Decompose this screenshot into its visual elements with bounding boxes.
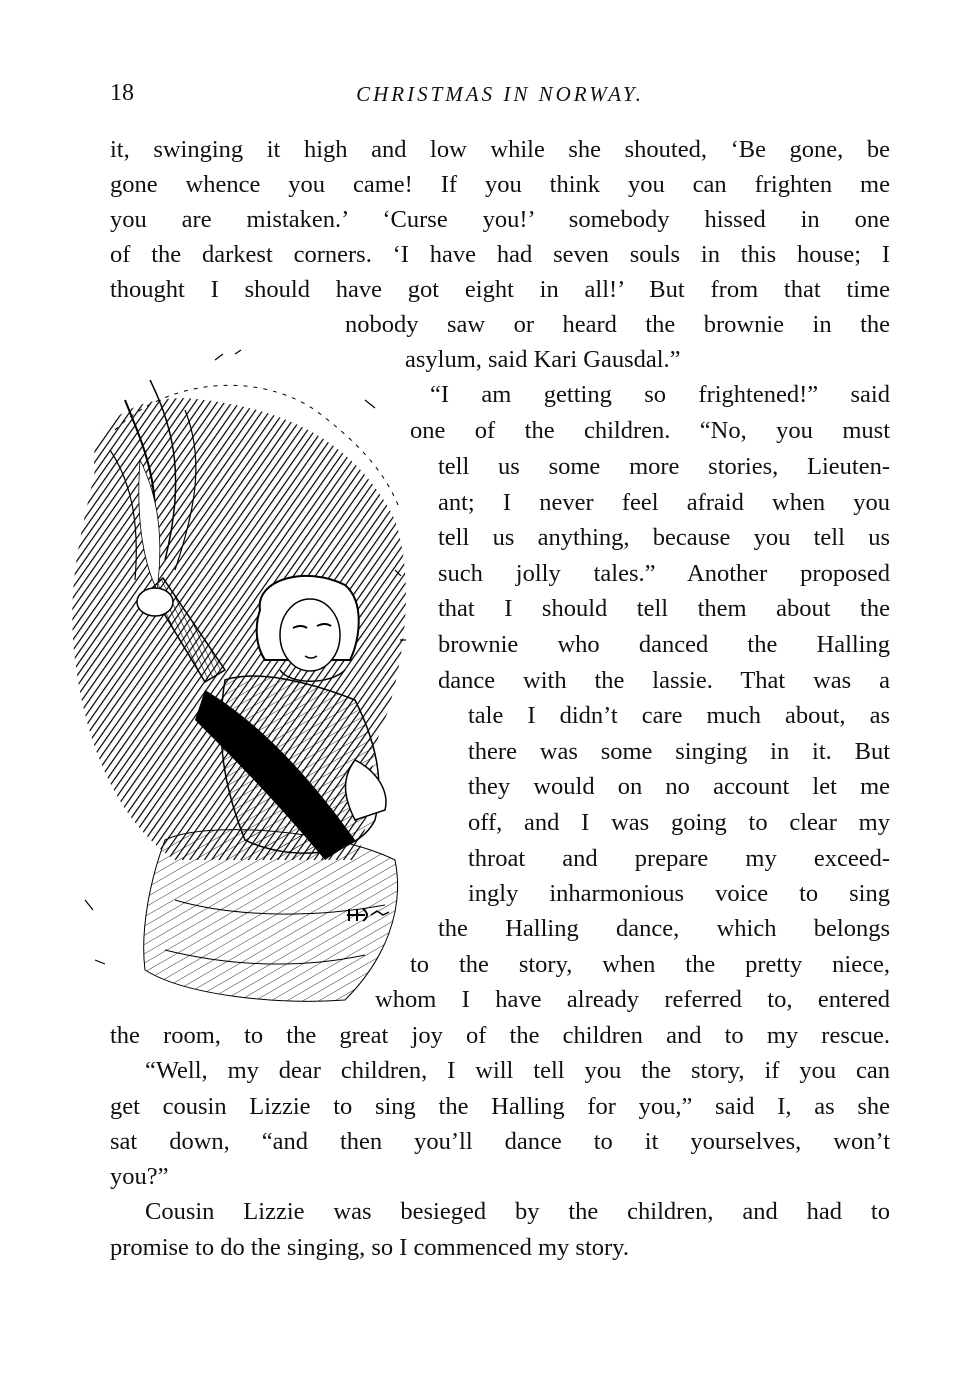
text-line: Cousin Lizzie was besieged by the children, and had to: [145, 1198, 890, 1225]
text-line: the Halling dance, which belongs: [438, 915, 890, 942]
text-line: get cousin Lizzie to sing the Halling for you,” said I, as she: [110, 1093, 890, 1120]
text-line: nobody saw or heard the brownie in the: [345, 311, 890, 338]
text-line: one of the children. “No, you must: [410, 417, 890, 444]
text-line: dance with the lassie. That was a: [438, 667, 890, 694]
text-line: that I should tell them about the: [438, 595, 890, 622]
text-line: “I am getting so frightened!” said: [430, 381, 890, 408]
text-line: off, and I was going to clear my: [468, 809, 890, 836]
text-line: whom I have already referred to, entered: [375, 986, 890, 1013]
text-line: the room, to the great joy of the children and to my rescue.: [110, 1022, 890, 1049]
text-line: you?”: [110, 1163, 169, 1190]
text-line: throat and prepare my exceed-: [468, 845, 890, 872]
text-line: brownie who danced the Halling: [438, 631, 890, 658]
text-line: to the story, when the pretty niece,: [410, 951, 890, 978]
text-line: tell us anything, because you tell us: [438, 524, 890, 551]
text-line: promise to do the singing, so I commenced my story.: [110, 1234, 629, 1261]
text-line: it, swinging it high and low while she shouted, ‘Be gone, be: [110, 136, 890, 163]
text-line: ant; I never feel afraid when you: [438, 489, 890, 516]
text-line: of the darkest corners. ‘I have had seven souls in this house; I: [110, 241, 890, 268]
text-line: there was some singing in it. But: [468, 738, 890, 765]
text-line: tell us some more stories, Lieuten-: [438, 453, 890, 480]
text-line: ingly inharmonious voice to sing: [468, 880, 890, 907]
text-line: you are mistaken.’ ‘Curse you!’ somebody hissed in one: [110, 206, 890, 233]
text-line: “Well, my dear children, I will tell you the story, if you can: [145, 1057, 890, 1084]
text-line: sat down, “and then you’ll dance to it yourselves, won’t: [110, 1128, 890, 1155]
text-line: gone whence you came! If you think you can frighten me: [110, 171, 890, 198]
text-line: they would on no account let me: [468, 773, 890, 800]
text-line: such jolly tales.” Another proposed: [438, 560, 890, 587]
torch-girl-illustration: [55, 340, 440, 1020]
running-head: [110, 80, 890, 110]
text-line: thought I should have got eight in all!’ But from that time: [110, 276, 890, 303]
text-line: tale I didn’t care much about, as: [468, 702, 890, 729]
page-number: 18: [110, 80, 134, 106]
text-line: asylum, said Kari Gausdal.”: [405, 346, 681, 373]
running-title: CHRISTMAS IN NORWAY.: [356, 82, 644, 106]
